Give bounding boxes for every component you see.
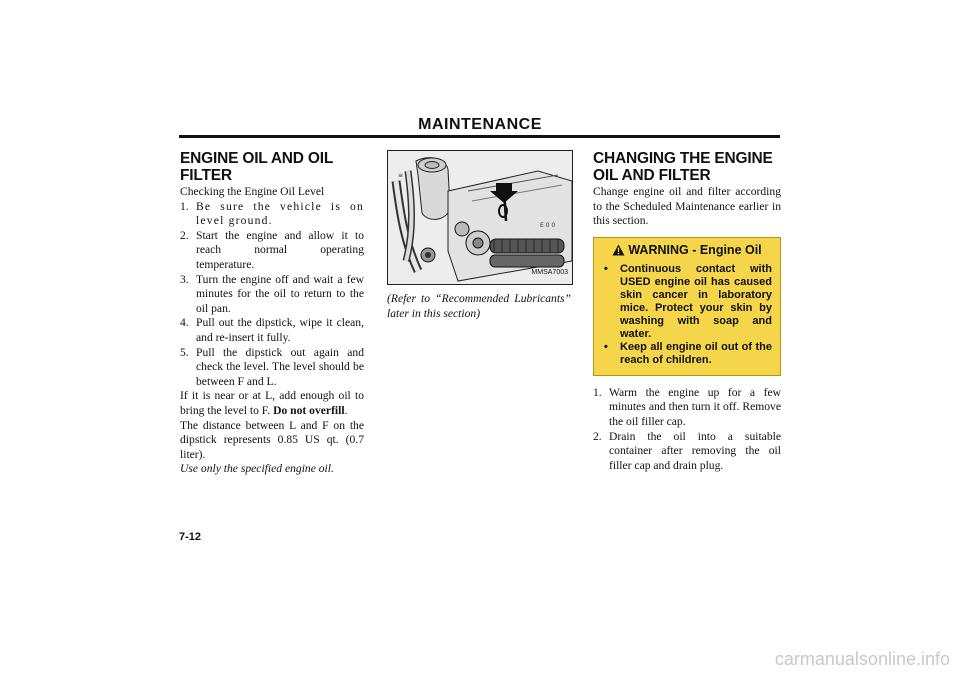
- list-item: • Continuous contact with USED engine oil has caused skin cancer in laboratory mice. Protect your skin by washing with soap and water.: [604, 262, 772, 340]
- subtitle-checking-oil: Checking the Engine Oil Level: [180, 185, 325, 198]
- middle-column: [387, 150, 571, 321]
- list-item: 2. Start the engine and allow it to reach normal operating temperature.: [180, 228, 364, 271]
- svg-text:E 0 0: E 0 0: [540, 222, 556, 229]
- warning-list: [602, 263, 772, 367]
- svg-text:≡: ≡: [398, 172, 404, 179]
- list-item: • Keep all engine oil out of the reach of children.: [604, 340, 772, 366]
- engine-illustration: [388, 151, 572, 284]
- left-column: [180, 150, 364, 477]
- add-oil-paragraph: If it is near or at L, add enough oil to bring the level to F. Do not overfill.: [180, 389, 364, 417]
- engine-dipstick-figure: [387, 150, 573, 285]
- checking-steps-list: [180, 200, 364, 390]
- watermark: carmanualsonline.info: [774, 649, 950, 669]
- page-number: 7-12: [179, 531, 202, 543]
- list-item: 2. Drain the oil into a suitable container after removing the oil filler cap and drain plug.: [593, 429, 781, 472]
- figure-caption: (Refer to “Recommended Lubricants” later in this section): [387, 292, 571, 320]
- warning-box: [593, 237, 781, 376]
- changing-intro: Change engine oil and filter according to the Scheduled Maintenance earlier in this section.: [593, 185, 781, 228]
- changing-steps-list: [593, 386, 781, 474]
- list-item: 4. Pull out the dipstick, wipe it clean, and re-insert it fully.: [180, 316, 364, 344]
- list-item: 1. Be sure the vehicle is on level ground.: [180, 199, 364, 228]
- figure-code: MMSA7003: [531, 269, 568, 277]
- right-column: [593, 150, 781, 473]
- do-not-overfill-text: Do not overfill: [273, 403, 345, 417]
- specified-oil-note: Use only the specified engine oil.: [180, 462, 334, 476]
- header-rule: [179, 135, 780, 138]
- page-header-title: MAINTENANCE: [418, 116, 542, 133]
- section-title-engine-oil: ENGINE OIL AND OIL FILTER: [180, 150, 333, 184]
- dipstick-distance-paragraph: The distance between L and F on the dipstick represents 0.85 US qt. (0.7 liter).: [180, 418, 364, 461]
- section-title-changing-oil: CHANGING THE ENGINE OIL AND FILTER: [593, 150, 773, 184]
- list-item: 3. Turn the engine off and wait a few minutes for the oil to return to the oil pan.: [180, 272, 364, 315]
- list-item: 5. Pull the dipstick out again and check the level. The level should be between F and L.: [180, 345, 364, 388]
- warning-triangle-icon: [612, 244, 625, 256]
- warning-title: WARNING - Engine Oil: [602, 244, 772, 257]
- list-item: 1. Warm the engine up for a few minutes and then turn it off. Remove the oil filler cap.: [593, 385, 781, 428]
